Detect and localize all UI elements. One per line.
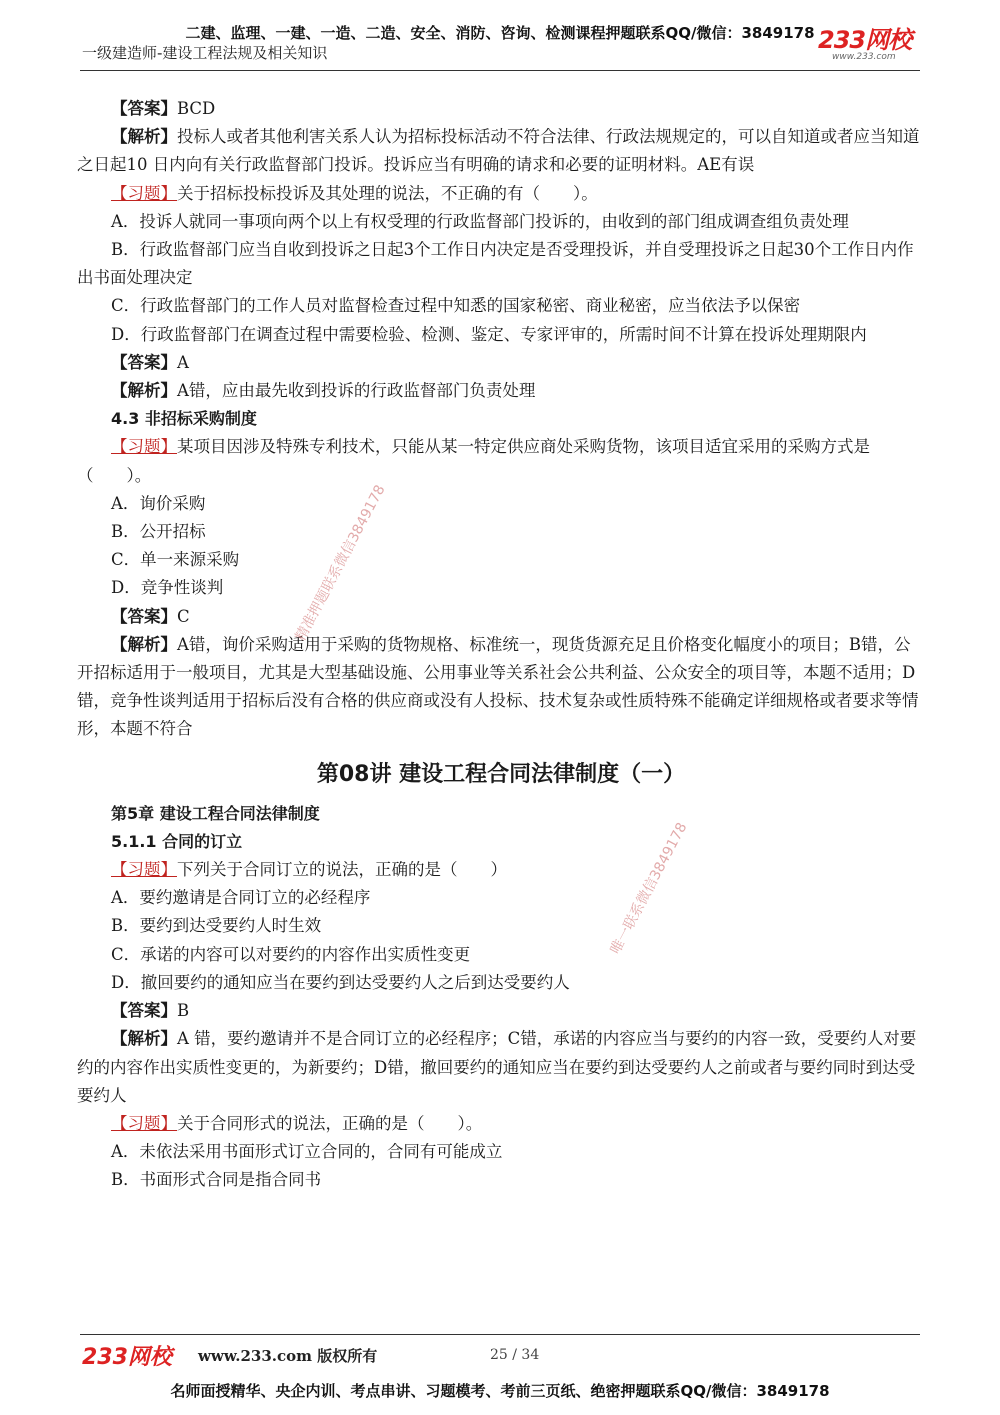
option-a: A．未依法采用书面形式订立合同的，合同有可能成立 bbox=[111, 1142, 503, 1162]
answer-line bbox=[77, 603, 925, 631]
option-b: B．要约到达受要约人时生效 bbox=[111, 916, 322, 936]
watermark: 唯一联系微信3849178 bbox=[607, 820, 691, 957]
question-text: 关于合同形式的说法，正确的是（ ）。 bbox=[177, 1113, 483, 1133]
chapter-title: 第08讲 建设工程合同法律制度（一） bbox=[316, 761, 686, 787]
chapter-heading: 第5章 建设工程合同法律制度 bbox=[111, 803, 320, 823]
explanation-tag: 【解析】 bbox=[111, 381, 177, 401]
explanation-tag: 【解析】 bbox=[111, 634, 177, 654]
answer-line bbox=[77, 95, 925, 123]
footer-copyright: www.233.com 版权所有 bbox=[198, 1347, 378, 1365]
explanation-text: A错，询价采购适用于采购的货物规格、标准统一，现货货源充足且价格变化幅度小的项目；B错，公开招标适用于一般项目，尤其是大型基础设施、公用事业等关系社会公共利益、公众安全的项目等，本题不适用；D错，竞争性谈判适用于招标后没有合格的供应商或没有人投标、技术复杂或性质特殊不能确定详细规格或者要求等情形，本题不符合 bbox=[77, 634, 919, 739]
footer-logo: 233网校 bbox=[82, 1345, 172, 1370]
logo-text: 233网校 bbox=[818, 26, 912, 54]
question-tag: 【习题】 bbox=[111, 860, 177, 880]
explanation-tag: 【解析】 bbox=[111, 127, 177, 147]
header-subtitle: 一级建造师-建设工程法规及相关知识 bbox=[82, 44, 328, 62]
option-b: B．公开招标 bbox=[111, 522, 206, 542]
question-text: 关于招标投标投诉及其处理的说法，不正确的有（ ）。 bbox=[177, 183, 598, 203]
explanation-paragraph bbox=[77, 123, 925, 179]
section-heading: 4.3 非招标采购制度 bbox=[111, 409, 257, 429]
site-logo bbox=[818, 28, 928, 64]
answer-line bbox=[77, 349, 925, 377]
section-heading: 5.1.1 合同的订立 bbox=[111, 831, 243, 851]
question-tag: 【习题】 bbox=[111, 183, 177, 203]
option-c: C．承诺的内容可以对要约的内容作出实质性变更 bbox=[111, 944, 471, 964]
question-text: 下列关于合同订立的说法，正确的是（ ） bbox=[177, 860, 507, 880]
answer-tag: 【答案】 bbox=[111, 606, 177, 626]
explanation-tag: 【解析】 bbox=[111, 1029, 177, 1049]
header-rule bbox=[80, 70, 920, 71]
answer-tag: 【答案】 bbox=[111, 99, 177, 118]
header-promo-line: 二建、监理、一建、一造、二造、安全、消防、咨询、检测课程押题联系QQ/微信：3849178 bbox=[185, 24, 815, 42]
watermark: 精准押题联系微信3849178 bbox=[292, 482, 389, 644]
question-tag: 【习题】 bbox=[111, 437, 177, 457]
option-a: A．要约邀请是合同订立的必经程序 bbox=[111, 888, 371, 908]
option-b: B．行政监督部门应当自收到投诉之日起3个工作日内决定是否受理投诉，并自受理投诉之日起30个工作日内作出书面处理决定 bbox=[77, 240, 914, 288]
logo-url: www.233.com bbox=[832, 52, 896, 62]
option-c: C．行政监督部门的工作人员对监督检查过程中知悉的国家秘密、商业秘密，应当依法予以保密 bbox=[111, 296, 801, 316]
answer-line bbox=[77, 997, 925, 1025]
question-3 bbox=[77, 856, 925, 884]
question-1 bbox=[77, 180, 925, 208]
explanation-text: 投标人或者其他利害关系人认为招标投标活动不符合法律、行政法规规定的，可以自知道或者应当知道之日起10 日内向有关行政监督部门投诉。投诉应当有明确的请求和必要的证明材料。AE有误 bbox=[77, 127, 920, 175]
explanation-paragraph bbox=[77, 631, 925, 744]
question-2 bbox=[77, 433, 925, 489]
answer-value: B bbox=[177, 1001, 190, 1021]
explanation-paragraph bbox=[77, 1025, 925, 1110]
option-c: C．单一来源采购 bbox=[111, 550, 240, 570]
explanation-paragraph bbox=[77, 377, 925, 405]
explanation-text: A错，应由最先收到投诉的行政监督部门负责处理 bbox=[177, 381, 536, 401]
option-b: B．书面形式合同是指合同书 bbox=[111, 1170, 322, 1190]
answer-value: BCD bbox=[177, 99, 216, 118]
answer-tag: 【答案】 bbox=[111, 352, 177, 372]
answer-value: A bbox=[177, 352, 189, 372]
option-d: D．竞争性谈判 bbox=[111, 578, 224, 598]
page-content bbox=[77, 95, 925, 1195]
answer-value: C bbox=[177, 606, 190, 626]
footer-rule bbox=[80, 1334, 920, 1335]
question-4 bbox=[77, 1110, 925, 1138]
footer-promo-line: 名师面授精华、央企内训、考点串讲、习题模考、考前三页纸、绝密押题联系QQ/微信：3849178 bbox=[170, 1382, 830, 1400]
explanation-text: A 错，要约邀请并不是合同订立的必经程序；C错，承诺的内容应当与要约的内容一致，受要约人对要约的内容作出实质性变更的，为新要约；D错，撤回要约的通知应当在要约到达受要约人之前或者与要约同时到达受要约人 bbox=[77, 1029, 917, 1105]
option-d: D．撤回要约的通知应当在要约到达受要约人之后到达受要约人 bbox=[111, 972, 570, 992]
question-text: 某项目因涉及特殊专利技术，只能从某一特定供应商处采购货物，该项目适宜采用的采购方式是（ ）。 bbox=[77, 437, 870, 485]
option-d: D．行政监督部门在调查过程中需要检验、检测、鉴定、专家评审的，所需时间不计算在投诉处理期限内 bbox=[111, 324, 867, 344]
page-number: 25 / 34 bbox=[490, 1347, 540, 1363]
option-a: A．询价采购 bbox=[111, 493, 206, 513]
option-a: A．投诉人就同一事项向两个以上有权受理的行政监督部门投诉的，由收到的部门组成调查组负责处理 bbox=[111, 211, 849, 231]
question-tag: 【习题】 bbox=[111, 1113, 177, 1133]
answer-tag: 【答案】 bbox=[111, 1001, 177, 1021]
